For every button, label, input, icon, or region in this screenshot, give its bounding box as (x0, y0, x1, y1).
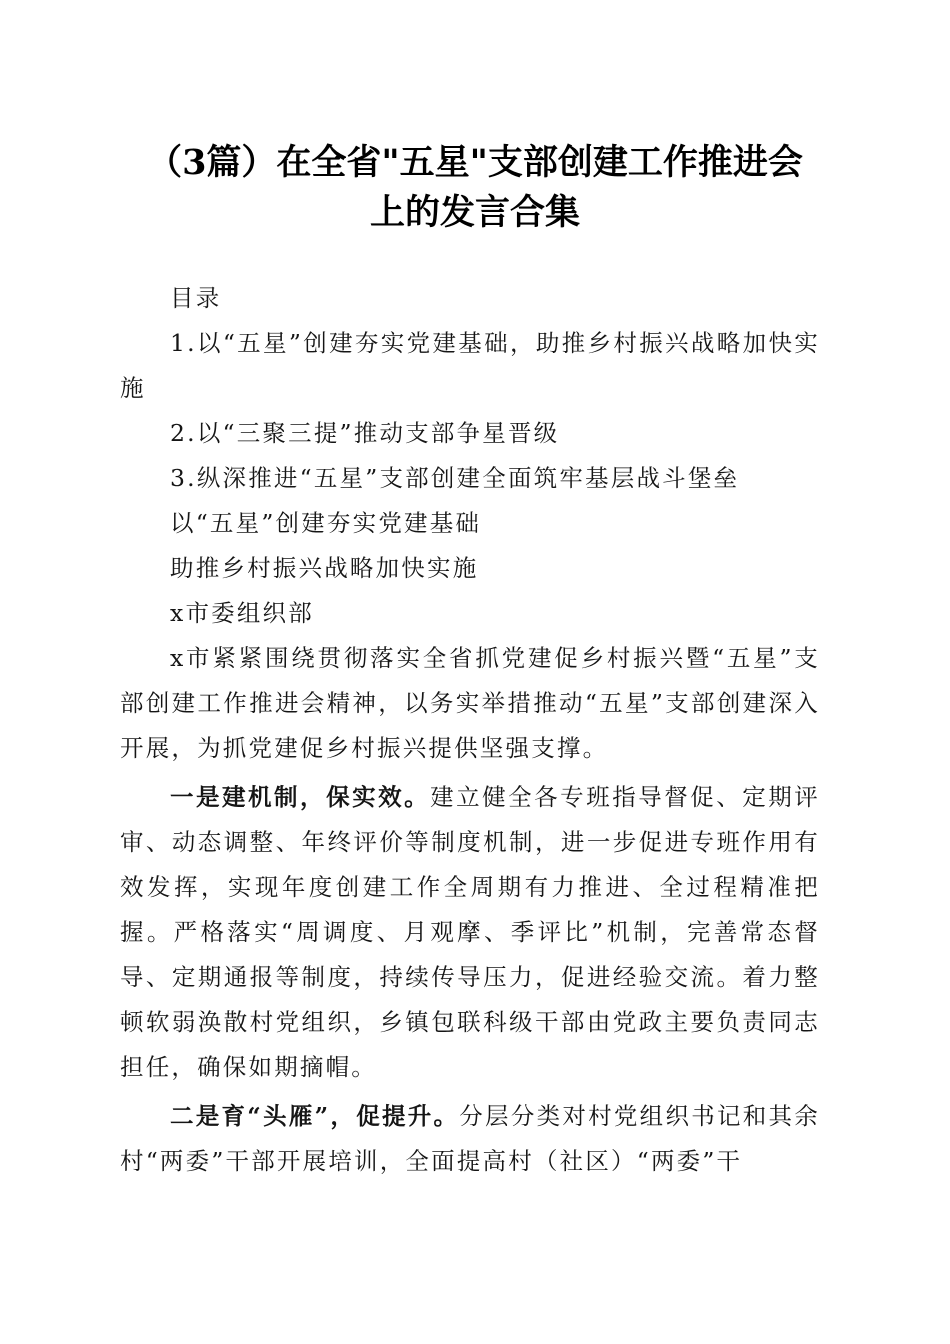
article-title-line-1: 以“五星”创建夯实党建基础 (170, 509, 482, 537)
section-1-text: 建立健全各专班指导督促、定期评审、动态调整、年终评价等制度机制，进一步促进专班作用有效发挥，实现年度创建工作全周期有力推进、全过程精准把握。严格落实“周调度、月观摩、季评比”机制，完善常态督导、定期通报等制度，持续传导压力，促进经验交流。着力整顿软弱涣散村党组织，乡镇包联科级干部由党政主要负责同志担任，确保如期摘帽。 (120, 783, 820, 1081)
toc-heading: 目录 (170, 284, 222, 312)
section-1-paragraph (120, 775, 820, 1090)
toc-item-2: 2.以“三聚三提”推动支部争星晋级 (170, 419, 560, 447)
section-1-lead: 一是建机制，保实效。 (170, 783, 431, 811)
document-title (100, 138, 850, 238)
intro-paragraph: x市紧紧围绕贯彻落实全省抓党建促乡村振兴暨“五星”支部创建工作推进会精神，以务实举措推动“五星”支部创建深入开展，为抓党建促乡村振兴提供坚强支撑。 (120, 644, 820, 762)
section-2-paragraph (120, 1094, 820, 1184)
author-line: x市委组织部 (170, 599, 314, 627)
document-body (120, 276, 820, 1184)
article-title-line-2: 助推乡村振兴战略加快实施 (170, 554, 479, 582)
section-2-lead: 二是育“头雁”，促提升。 (170, 1102, 460, 1130)
section-2-text: 分层分类对村党组织书记和其余村“两委”干部开展培训，全面提高村（社区）“两委”干 (120, 1102, 820, 1175)
toc-item-1: 1.以“五星”创建夯实党建基础，助推乡村振兴战略加快实施 (120, 329, 820, 402)
document-title-line-1: （3篇）在全省"五星"支部创建工作推进会 (147, 142, 803, 183)
toc-item-3: 3.纵深推进“五星”支部创建全面筑牢基层战斗堡垒 (170, 464, 740, 492)
document-title-line-2: 上的发言合集 (369, 192, 580, 233)
